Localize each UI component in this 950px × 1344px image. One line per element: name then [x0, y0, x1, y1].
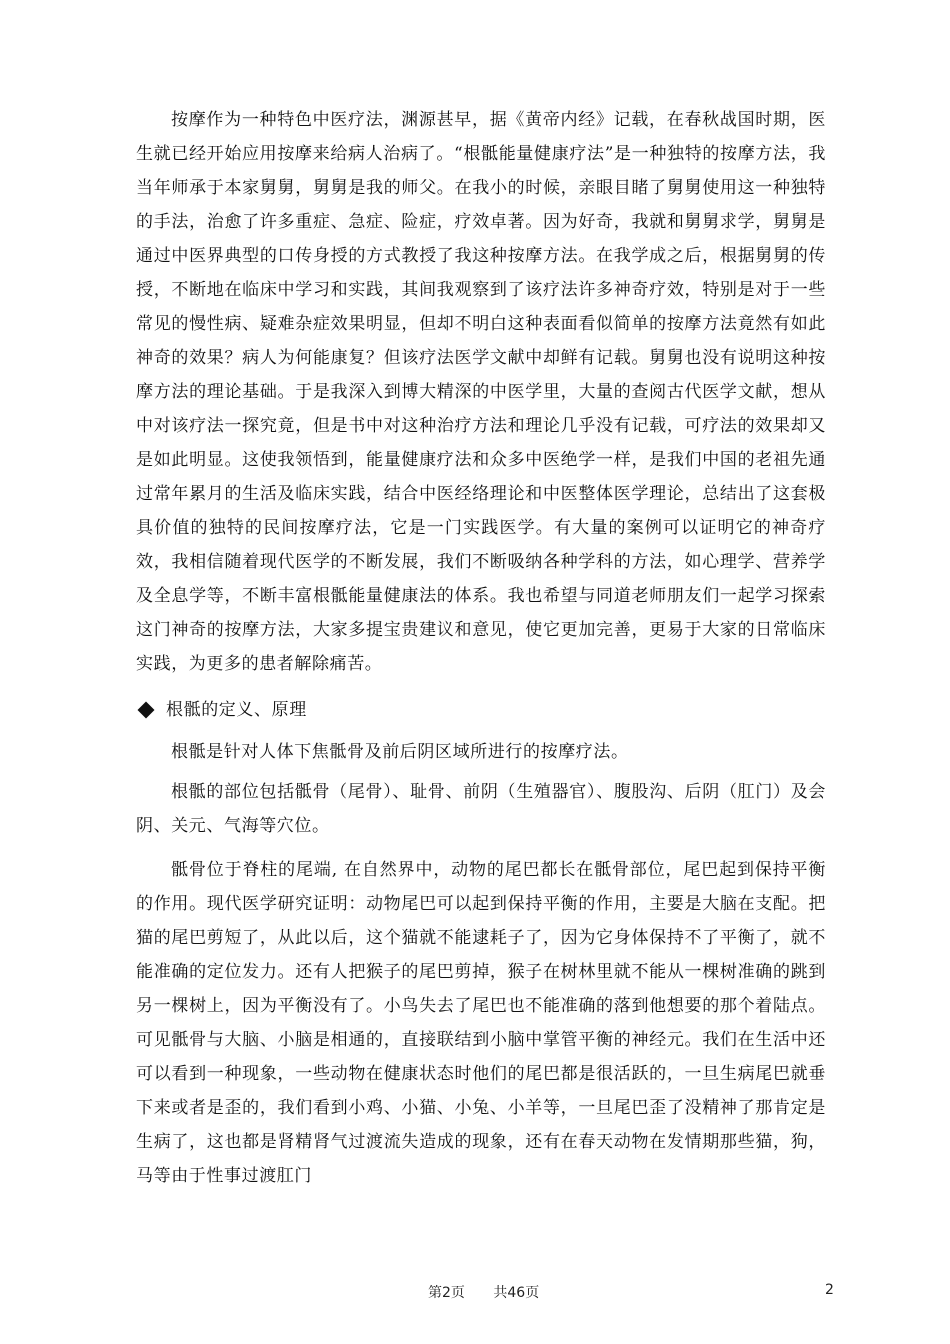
diamond-bullet-icon	[138, 702, 155, 719]
section-heading	[136, 693, 826, 727]
intro-paragraph: 按摩作为一种特色中医疗法，渊源甚早，据《黄帝内经》记载，在春秋战国时期，医生就已经开始应用按摩来给病人治病了。“根骶能量健康疗法”是一种独特的按摩方法，我当年师承于本家舅舅，舅舅是我的师父。在我小的时候，亲眼目睹了舅舅使用这一种独特的手法，治愈了许多重症、急症、险症，疗效卓著。因为好奇，我就和舅舅求学，舅舅是通过中医界典型的口传身授的方式教授了我这种按摩方法。在我学成之后，根据舅舅的传授，不断地在临床中学习和实践，其间我观察到了该疗法许多神奇疗效，特别是对于一些常见的慢性病、疑难杂症效果明显，但却不明白这种表面看似简单的按摩方法竟然有如此神奇的效果？病人为何能康复？但该疗法医学文献中却鲜有记载。舅舅也没有说明这种按摩方法的理论基础。于是我深入到博大精深的中医学里，大量的查阅古代医学文献，想从中对该疗法一探究竟，但是书中对这种治疗方法和理论几乎没有记载，可疗法的效果却又是如此明显。这使我领悟到，能量健康疗法和众多中医绝学一样，是我们中国的老祖先通过常年累月的生活及临床实践，结合中医经络理论和中医整体医学理论，总结出了这套极具价值的独特的民间按摩疗法，它是一门实践医学。有大量的案例可以证明它的神奇疗效，我相信随着现代医学的不断发展，我们不断吸纳各种学科的方法，如心理学、营养学及全息学等，不断丰富根骶能量健康法的体系。我也希望与同道老师朋友们一起学习探索这门神奇的按摩方法，大家多提宝贵建议和意见，使它更加完善，更易于大家的日常临床实践，为更多的患者解除痛苦。	[136, 110, 826, 674]
page-number: 2	[825, 1282, 834, 1298]
sacrum-paragraph: 骶骨位于脊柱的尾端, 在自然界中，动物的尾巴都长在骶骨部位，尾巴起到保持平衡的作用。现代医学研究证明：动物尾巴可以起到保持平衡的作用，主要是大脑在支配。把猫的尾巴剪短了，从此以后，这个猫就不能逮耗子了，因为它身体保持不了平衡了，就不能准确的定位发力。还有人把猴子的尾巴剪掉，猴子在树林里就不能从一棵树准确的跳到另一棵树上，因为平衡没有了。小鸟失去了尾巴也不能准确的落到他想要的那个着陆点。可见骶骨与大脑、小脑是相通的，直接联结到小脑中掌管平衡的神经元。我们在生活中还可以看到一种现象，一些动物在健康状态时他们的尾巴都是很活跃的，一旦生病尾巴就垂下来或者是歪的，我们看到小鸡、小猫、小兔、小羊等，一旦尾巴歪了没精神了那肯定是生病了，这也都是肾精肾气过渡流失造成的现象，还有在春天动物在发情期那些猫，狗，马等由于性事过渡肛门	[136, 860, 826, 1186]
page-indicator	[428, 1282, 539, 1302]
current-page-label: 第2页	[428, 1285, 465, 1301]
parts-paragraph: 根骶的部位包括骶骨（尾骨）、耻骨、前阴（生殖器官）、腹股沟、后阴（肛门）及会阴、关元、气海等穴位。	[136, 782, 826, 836]
definition-paragraph: 根骶是针对人体下焦骶骨及前后阴区域所进行的按摩疗法。	[171, 742, 629, 762]
total-pages-label: 共46页	[493, 1285, 540, 1301]
section-heading-text: 根骶的定义、原理	[166, 700, 307, 720]
document-body	[136, 103, 826, 1193]
